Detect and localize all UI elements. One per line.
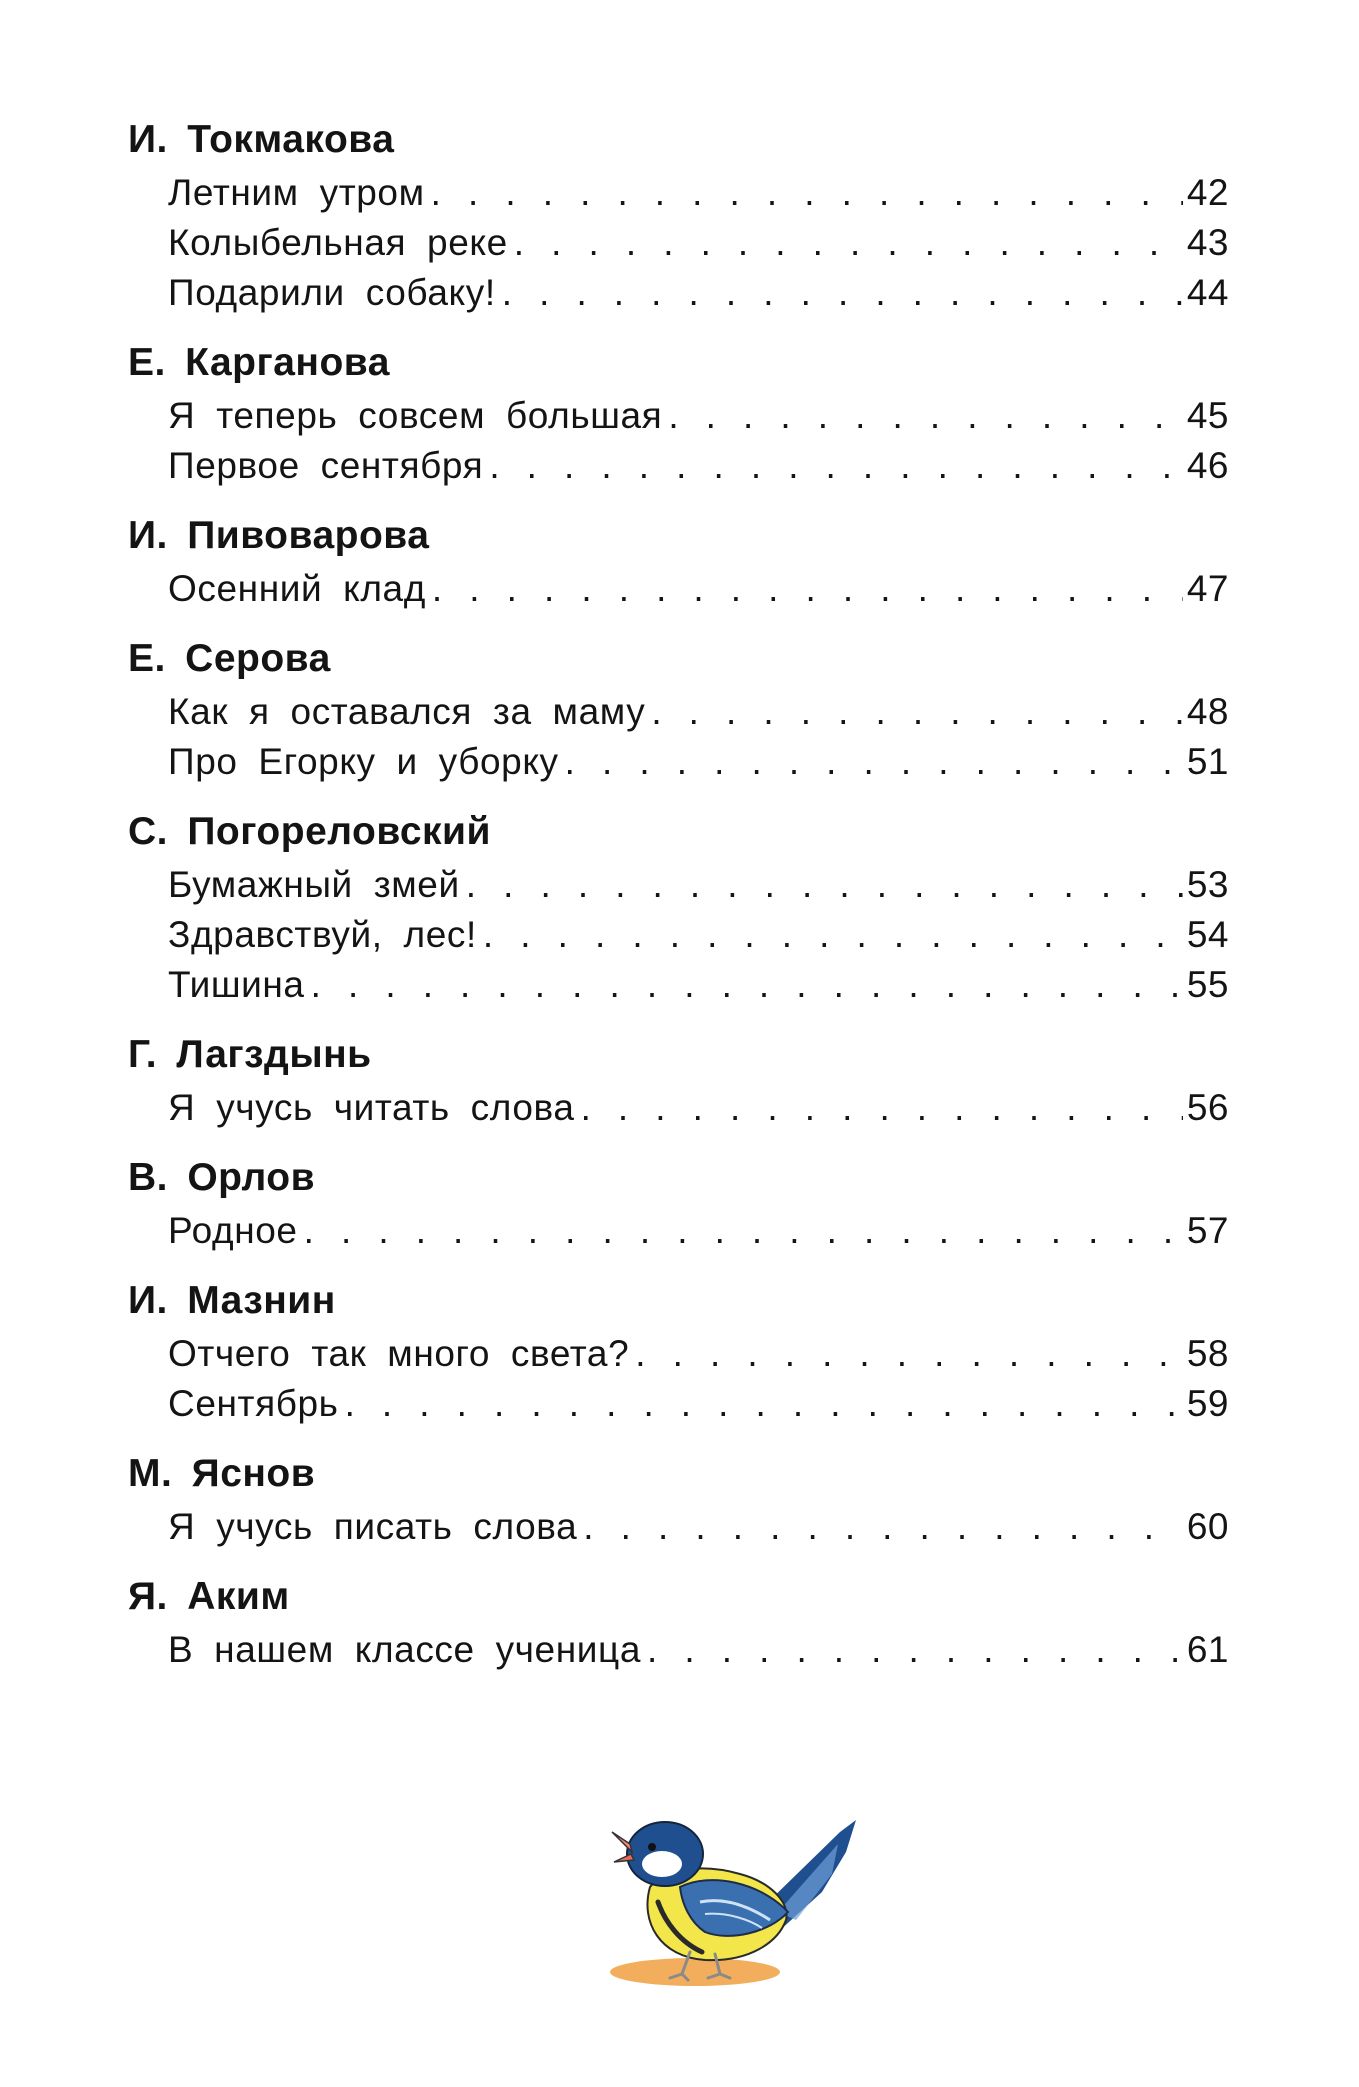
entry-page-number: 53 — [1186, 864, 1229, 905]
dot-leader — [581, 1083, 1183, 1133]
toc-entry[interactable] — [168, 687, 1229, 737]
toc-entry[interactable] — [168, 1379, 1229, 1429]
entry-page-number: 59 — [1186, 1383, 1229, 1424]
toc-entry[interactable] — [168, 910, 1229, 960]
entry-title: Осенний клад — [168, 568, 426, 609]
toc-entry[interactable] — [168, 1502, 1229, 1552]
toc-entry[interactable] — [168, 441, 1229, 491]
entry-page-number: 44 — [1186, 272, 1229, 313]
toc-entry[interactable] — [168, 564, 1229, 614]
toc-section — [128, 1274, 1229, 1429]
toc-entry[interactable] — [168, 1329, 1229, 1379]
entry-page-number: 45 — [1186, 395, 1229, 436]
table-of-contents — [128, 113, 1229, 1693]
dot-leader — [668, 391, 1183, 441]
entry-page-number: 42 — [1186, 172, 1229, 213]
dot-leader — [583, 1502, 1183, 1552]
toc-section — [128, 509, 1229, 614]
dot-leader — [565, 737, 1183, 787]
toc-section — [128, 1447, 1229, 1552]
entry-page-number: 55 — [1186, 964, 1229, 1005]
author-name: Г. Лагздынь — [128, 1033, 372, 1076]
entry-title: Сентябрь — [168, 1383, 339, 1424]
entry-page-number: 51 — [1186, 741, 1229, 782]
entry-title: Отчего так много света? — [168, 1333, 630, 1374]
entry-page-number: 60 — [1186, 1506, 1229, 1547]
dot-leader — [489, 441, 1183, 491]
toc-entry[interactable] — [168, 218, 1229, 268]
entry-page-number: 54 — [1186, 914, 1229, 955]
author-name: М. Яснов — [128, 1452, 316, 1495]
entry-page-number: 46 — [1186, 445, 1229, 486]
entry-title: Первое сентября — [168, 445, 484, 486]
toc-section — [128, 113, 1229, 318]
toc-section — [128, 1028, 1229, 1133]
author-name: Е. Серова — [128, 637, 331, 680]
bird-icon — [610, 1792, 870, 1992]
dot-leader — [635, 1329, 1183, 1379]
toc-section — [128, 1570, 1229, 1675]
dot-leader — [304, 1206, 1183, 1256]
entry-page-number: 56 — [1186, 1087, 1229, 1128]
author-name: И. Пивоварова — [128, 514, 430, 557]
dot-leader — [311, 960, 1183, 1010]
entry-title: Тишина — [168, 964, 305, 1005]
entry-page-number: 61 — [1186, 1629, 1229, 1670]
author-name: Е. Карганова — [128, 341, 390, 384]
toc-entry[interactable] — [168, 737, 1229, 787]
dot-leader — [651, 687, 1183, 737]
toc-section — [128, 1151, 1229, 1256]
toc-entry[interactable] — [168, 1083, 1229, 1133]
entry-title: Колыбельная реке — [168, 222, 508, 263]
toc-entry[interactable] — [168, 168, 1229, 218]
author-name: И. Мазнин — [128, 1279, 336, 1322]
dot-leader — [483, 910, 1183, 960]
toc-entry[interactable] — [168, 1206, 1229, 1256]
author-name: Я. Аким — [128, 1575, 290, 1618]
entry-page-number: 58 — [1186, 1333, 1229, 1374]
toc-section — [128, 336, 1229, 491]
entry-page-number: 47 — [1186, 568, 1229, 609]
entry-title: Я теперь совсем большая — [168, 395, 663, 436]
dot-leader — [345, 1379, 1183, 1429]
toc-entry[interactable] — [168, 860, 1229, 910]
dot-leader — [647, 1625, 1183, 1675]
author-name: И. Токмакова — [128, 118, 395, 161]
entry-title: Про Егорку и уборку — [168, 741, 559, 782]
toc-section — [128, 632, 1229, 787]
entry-title: Летним утром — [168, 172, 425, 213]
entry-page-number: 43 — [1186, 222, 1229, 263]
author-name: В. Орлов — [128, 1156, 316, 1199]
toc-entry[interactable] — [168, 391, 1229, 441]
entry-title: Я учусь писать слова — [168, 1506, 578, 1547]
dot-leader — [502, 268, 1183, 318]
toc-entry[interactable] — [168, 1625, 1229, 1675]
entry-page-number: 48 — [1186, 691, 1229, 732]
entry-title: Я учусь читать слова — [168, 1087, 575, 1128]
entry-page-number: 57 — [1186, 1210, 1229, 1251]
entry-title: Здравствуй, лес! — [168, 914, 477, 955]
entry-title: Как я оставался за маму — [168, 691, 646, 732]
dot-leader — [514, 218, 1183, 268]
entry-title: Бумажный змей — [168, 864, 460, 905]
toc-entry[interactable] — [168, 268, 1229, 318]
toc-entry[interactable] — [168, 960, 1229, 1010]
dot-leader — [432, 564, 1183, 614]
dot-leader — [431, 168, 1183, 218]
entry-title: В нашем классе ученица — [168, 1629, 641, 1670]
dot-leader — [466, 860, 1183, 910]
author-name: С. Погореловский — [128, 810, 492, 853]
entry-title: Родное — [168, 1210, 298, 1251]
toc-section — [128, 805, 1229, 1010]
entry-title: Подарили собаку! — [168, 272, 496, 313]
